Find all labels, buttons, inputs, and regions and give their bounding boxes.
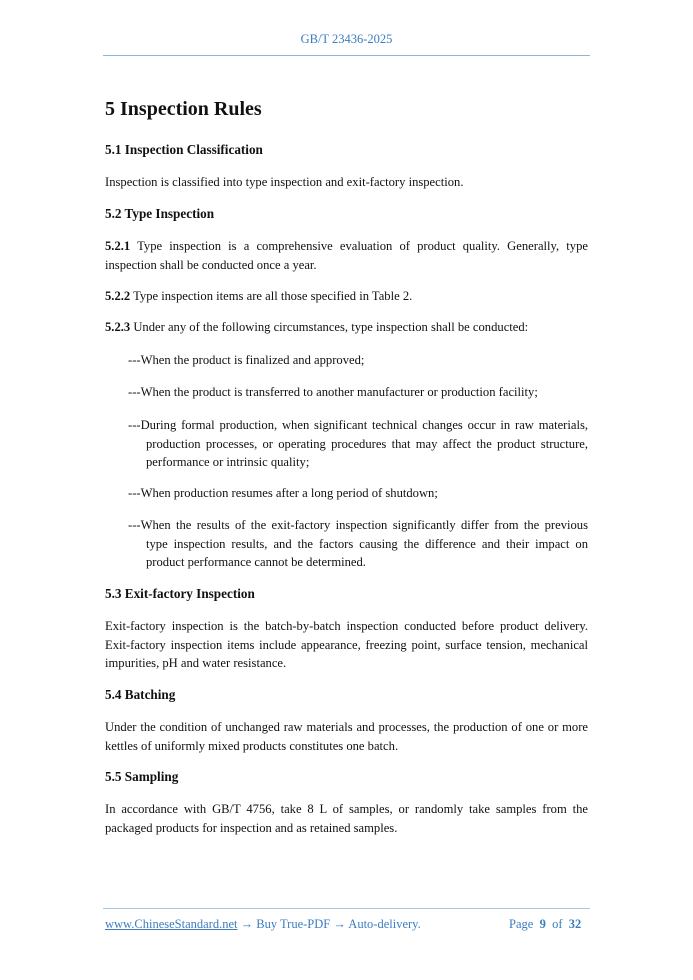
heading-5-2: 5.2 Type Inspection — [105, 206, 215, 221]
heading-5-4: 5.4 Batching — [105, 687, 176, 702]
website-link[interactable]: www.ChineseStandard.net — [105, 917, 238, 931]
header-divider — [103, 55, 590, 56]
clause-text: Type inspection items are all those specified in Table 2. — [130, 289, 413, 303]
clause-number: 5.2.3 — [105, 320, 131, 334]
paragraph-5-2-2 — [105, 287, 588, 306]
list-item: ---When the results of the exit-factory inspection significantly differ from the previous type inspection results, and the factors causing the difference and their impact on product performance cannot be determined. — [128, 518, 588, 569]
list-item: ---When production resumes after a long period of shutdown; — [128, 486, 438, 500]
of-label: of — [552, 917, 563, 931]
paragraph-5-3: Exit-factory inspection is the batch-by-batch inspection conducted before product delivery. Exit-factory inspection items include appearance, freezing point, surface tension, mechanical impurities, pH and water resistance. — [105, 619, 588, 670]
clause-text: Under any of the following circumstances, type inspection shall be conducted: — [130, 320, 529, 334]
header-doc-id: GB/T 23436-2025 — [300, 32, 393, 46]
paragraph-5-4: Under the condition of unchanged raw materials and processes, the production of one or more kettles of uniformly mixed products constitutes one batch. — [105, 720, 588, 753]
page-number — [509, 917, 581, 932]
paragraph-5-2-3 — [105, 318, 588, 337]
heading-5-3: 5.3 Exit-factory Inspection — [105, 586, 255, 601]
footer-promo-text: → Buy True-PDF → Auto-delivery. — [237, 917, 421, 931]
heading-5-5: 5.5 Sampling — [105, 769, 179, 784]
total-pages: 32 — [568, 917, 582, 931]
page-label: Page — [509, 917, 534, 931]
clause-number: 5.2.1 — [105, 239, 131, 253]
clause-text: Type inspection is a comprehensive evaluation of product quality. Generally, type inspection shall be conducted once a year. — [105, 239, 588, 272]
current-page: 9 — [539, 917, 546, 931]
section-title: 5 Inspection Rules — [105, 98, 262, 120]
list-item: ---When the product is transferred to another manufacturer or production facility; — [128, 385, 538, 399]
paragraph-5-2-1 — [105, 237, 588, 274]
paragraph-5-1: Inspection is classified into type inspection and exit-factory inspection. — [105, 175, 464, 189]
list-item: ---When the product is finalized and approved; — [128, 353, 365, 367]
list-item: ---During formal production, when significant technical changes occur in raw materials, production processes, or operating procedures that may affect the product structure, performance or intrinsic quality; — [128, 418, 588, 469]
footer-divider — [103, 908, 590, 909]
footer-promo — [105, 917, 421, 932]
paragraph-5-5: In accordance with GB/T 4756, take 8 L of samples, or randomly take samples from the packaged products for inspection and as retained samples. — [105, 802, 588, 835]
heading-5-1: 5.1 Inspection Classification — [105, 142, 263, 157]
clause-number: 5.2.2 — [105, 289, 131, 303]
